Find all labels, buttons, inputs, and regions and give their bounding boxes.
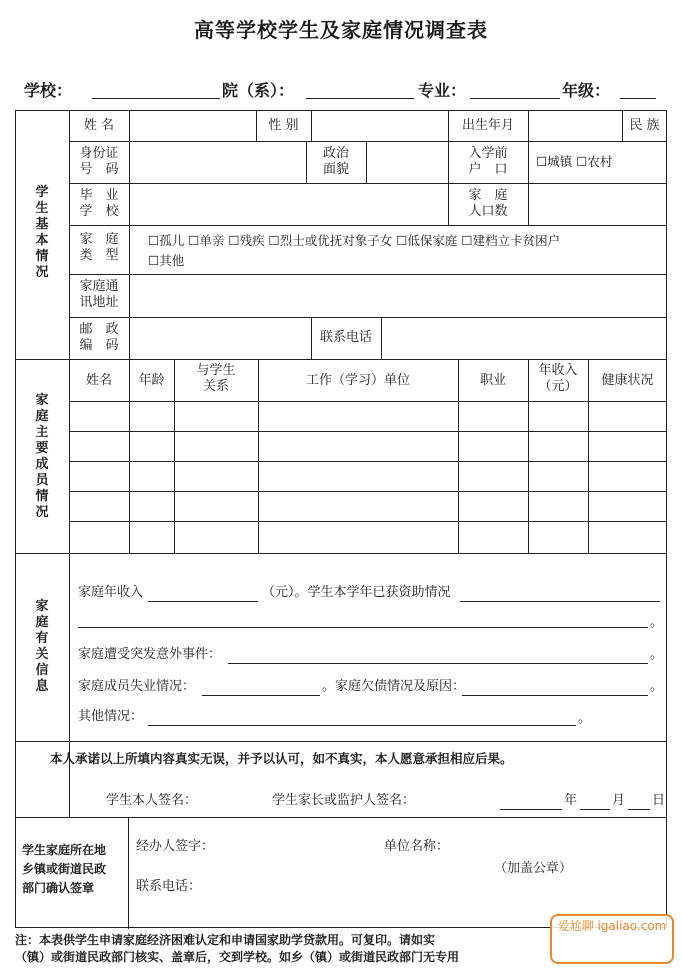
- pledge-text: 本人承诺以上所填内容真实无误，并予以认可，如不真实，本人愿意承担相应后果。: [50, 751, 513, 766]
- address-field[interactable]: [130, 275, 666, 316]
- seal-label: （加盖公章）: [494, 861, 573, 876]
- debt-label: 。家庭欠债情况及原因：: [322, 679, 466, 694]
- family-type-options[interactable]: ☐孤儿 ☐单亲 ☐残疾 ☐烈士或优抚对象子女 ☐低保家庭 ☐建档立卡贫困户: [148, 233, 561, 248]
- day-field[interactable]: [628, 791, 650, 810]
- member-row-5[interactable]: [70, 522, 666, 552]
- member-col-workplace: 工作（学习）单位: [305, 373, 410, 388]
- emergency-field[interactable]: [228, 645, 648, 664]
- year-label: 年: [564, 793, 578, 808]
- college-field[interactable]: [306, 80, 414, 99]
- section-family-info: 家庭有关信息: [35, 599, 49, 694]
- aid-status-field-2[interactable]: [78, 609, 648, 628]
- unit-name-label: 单位名称：: [384, 839, 450, 854]
- unemployment-field[interactable]: [202, 677, 320, 696]
- politics-field[interactable]: [367, 142, 447, 182]
- major-field[interactable]: [470, 80, 560, 99]
- postcode-label: 邮 政 编 码: [79, 322, 119, 353]
- member-col-income: 年收入 （元）: [538, 363, 578, 394]
- family-type-label: 家 庭 类 型: [79, 232, 119, 263]
- section-family-members: 家庭主要成员情况: [35, 393, 49, 520]
- member-col-health: 健康状况: [601, 373, 654, 388]
- ethnicity-label: 民 族: [629, 118, 660, 133]
- member-row-4[interactable]: [70, 492, 666, 520]
- school-field[interactable]: [92, 80, 220, 99]
- member-col-relation: 与学生 关系: [196, 363, 236, 394]
- confirm-section-label: 学生家庭所在地 乡镇或街道民政 部门确认签章: [22, 843, 107, 895]
- aid-status-field[interactable]: [460, 583, 660, 602]
- hukou-options[interactable]: ☐城镇 ☐农村: [536, 154, 613, 169]
- survey-form: [15, 110, 667, 928]
- member-col-name: 姓名: [85, 373, 112, 388]
- unemployment-label: 家庭成员失业情况：: [78, 679, 196, 694]
- major-label: 专业：: [418, 81, 467, 100]
- header-row: [18, 78, 668, 102]
- watermark-logo: 爱尬聊 igaliao.com: [550, 914, 674, 964]
- other-info-label: 其他情况：: [78, 709, 144, 724]
- hukou-label: 入学前 户 口: [468, 146, 508, 177]
- grade-label: 年级：: [562, 81, 611, 100]
- college-label: 院（系）：: [222, 81, 295, 100]
- parent-sign-label: 学生家长或监护人签名：: [272, 793, 416, 808]
- birth-field[interactable]: [529, 112, 621, 140]
- politics-label: 政治 面貌: [322, 146, 349, 177]
- id-number-label: 身份证 号 码: [79, 146, 119, 177]
- member-row-1[interactable]: [70, 402, 666, 430]
- birth-label: 出生年月: [461, 118, 514, 133]
- gender-field[interactable]: [312, 112, 447, 140]
- member-col-occupation: 职业: [479, 373, 506, 388]
- id-number-field[interactable]: [130, 142, 305, 182]
- family-income-field[interactable]: [148, 583, 258, 602]
- contact-phone-label: 联系电话：: [136, 879, 202, 894]
- graduated-school-field[interactable]: [130, 184, 447, 224]
- gender-label: 性 别: [268, 118, 299, 133]
- period-4: 。: [578, 711, 592, 726]
- graduated-school-label: 毕 业 学 校: [79, 188, 119, 219]
- student-sign-label: 学生本人签名：: [106, 793, 198, 808]
- month-field[interactable]: [580, 791, 610, 810]
- year-field[interactable]: [500, 791, 562, 810]
- school-label: 学校：: [24, 81, 73, 100]
- day-label: 日: [652, 793, 666, 808]
- other-info-field[interactable]: [148, 707, 576, 726]
- grade-field[interactable]: [620, 80, 656, 99]
- member-row-2[interactable]: [70, 432, 666, 460]
- period-1: 。: [650, 615, 664, 630]
- page-title: 高等学校学生及家庭情况调查表: [194, 18, 488, 42]
- agent-sign-label: 经办人签字：: [136, 839, 215, 854]
- section-basic-info: 学生基本情况: [35, 185, 49, 280]
- name-label: 姓 名: [83, 118, 115, 133]
- emergency-label: 家庭遭受突发意外事件：: [78, 647, 222, 662]
- member-col-age: 年龄: [138, 373, 165, 388]
- address-label: 家庭通 讯地址: [79, 279, 119, 310]
- month-label: 月: [612, 793, 626, 808]
- family-type-other[interactable]: ☐其他: [148, 253, 185, 268]
- period-3: 。: [650, 679, 664, 694]
- period-2: 。: [650, 647, 664, 662]
- phone-label: 联系电话: [319, 330, 372, 345]
- footnote: 注：本表供学生申请家庭经济困难认定和申请国家助学贷款用。可复印。请如实 （镇）或街道民政部门核实、盖章后，交到学校。如乡（镇）或街道民政部门无专用: [15, 933, 460, 964]
- member-row-3[interactable]: [70, 462, 666, 490]
- name-field[interactable]: [130, 112, 255, 140]
- family-income-label: 家庭年收入: [78, 585, 144, 600]
- family-size-field[interactable]: [529, 184, 666, 224]
- phone-field[interactable]: [382, 318, 666, 358]
- debt-field[interactable]: [462, 677, 648, 696]
- family-size-label: 家 庭 人口数: [468, 188, 508, 219]
- aid-status-label: （元）。学生本学年已获资助情况: [262, 585, 451, 600]
- postcode-field[interactable]: [130, 318, 310, 358]
